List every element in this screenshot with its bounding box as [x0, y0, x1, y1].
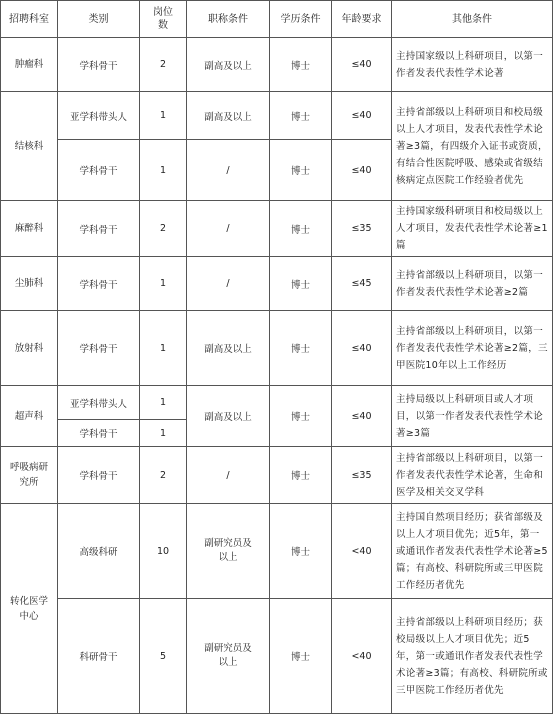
count-cell: 2	[140, 201, 187, 257]
category-cell: 亚学科带头人	[58, 386, 140, 420]
header-title-req: 职称条件	[187, 1, 270, 38]
age-cell: ≤40	[332, 38, 392, 92]
dept-cell	[1, 504, 58, 714]
age-cell: ≤35	[332, 201, 392, 257]
degree-cell: 博士	[270, 257, 332, 311]
degree-cell: 博士	[270, 386, 332, 447]
other-cell: 主持省部级以上科研项目经历；获校局级以上人才项目优先；近5年，第一或通讯作者发表代表性学术论著≥3篇；有高校、科研院所或三甲医院工作经历者优先	[392, 599, 553, 714]
count-cell: 2	[140, 38, 187, 92]
dept-cell: 放射科	[1, 311, 58, 386]
header-degree: 学历条件	[270, 1, 332, 38]
count-cell: 5	[140, 599, 187, 714]
title-req-cell: /	[187, 447, 270, 504]
degree-cell: 博士	[270, 504, 332, 599]
degree-cell: 博士	[270, 140, 332, 201]
other-cell: 主持省部级以上科研项目，以第一作者发表代表性学术论著≥2篇	[392, 257, 553, 311]
dept-cell: 结核科	[1, 92, 58, 201]
age-cell: ≤40	[332, 386, 392, 447]
category-cell: 学科骨干	[58, 201, 140, 257]
count-cell: 1	[140, 386, 187, 420]
dept-cell: 尘肺科	[1, 257, 58, 311]
age-cell: ≤35	[332, 447, 392, 504]
category-cell: 学科骨干	[58, 311, 140, 386]
category-cell: 学科骨干	[58, 420, 140, 447]
category-cell: 学科骨干	[58, 447, 140, 504]
table-row	[1, 504, 553, 599]
table-row	[1, 311, 553, 386]
header-row	[1, 1, 553, 38]
table-row	[1, 38, 553, 92]
category-cell: 学科骨干	[58, 140, 140, 201]
count-cell: 1	[140, 140, 187, 201]
header-other: 其他条件	[392, 1, 553, 38]
title-req-cell: 副高及以上	[187, 311, 270, 386]
other-cell: 主持省部级以上科研项目，以第一作者发表代表性学术论著，生命和医学及相关交叉学科	[392, 447, 553, 504]
table-row	[1, 386, 553, 420]
degree-cell: 博士	[270, 201, 332, 257]
category-cell: 高级科研	[58, 504, 140, 599]
other-cell: 主持国家级以上科研项目，以第一作者发表代表性学术论著	[392, 38, 553, 92]
other-cell: 主持局级以上科研项目或人才项目，以第一作者发表代表性学术论著≥3篇	[392, 386, 553, 447]
header-count	[140, 1, 187, 38]
degree-cell: 博士	[270, 92, 332, 140]
count-cell: 1	[140, 257, 187, 311]
count-cell: 1	[140, 311, 187, 386]
title-req-cell: /	[187, 257, 270, 311]
count-cell: 1	[140, 420, 187, 447]
count-cell: 10	[140, 504, 187, 599]
age-cell: ≤40	[332, 140, 392, 201]
other-cell: 主持省部级以上科研项目，以第一作者发表代表性学术论著≥2篇，三甲医院10年以上工作经历	[392, 311, 553, 386]
dept-cell: 肿瘤科	[1, 38, 58, 92]
table-row	[1, 447, 553, 504]
age-cell: <40	[332, 504, 392, 599]
other-cell: 主持国自然项目经历；获省部级及以上人才项目优先；近5年，第一或通讯作者发表代表性学术论著≥5篇；有高校、科研院所或三甲医院工作经历者优先	[392, 504, 553, 599]
dept-text: 呼吸病研究所	[9, 462, 48, 488]
age-cell: ≤45	[332, 257, 392, 311]
title-req-cell: /	[187, 201, 270, 257]
header-age: 年龄要求	[332, 1, 392, 38]
category-cell: 学科骨干	[58, 257, 140, 311]
category-cell: 科研骨干	[58, 599, 140, 714]
table-row	[1, 92, 553, 140]
category-cell: 学科骨干	[58, 38, 140, 92]
table-row	[1, 599, 553, 714]
title-req-cell	[187, 504, 270, 599]
age-cell: ≤40	[332, 92, 392, 140]
header-count-text: 岗位数	[153, 7, 173, 31]
degree-cell: 博士	[270, 447, 332, 504]
title-req-text: 副研究员及以上	[204, 643, 252, 668]
header-category: 类别	[58, 1, 140, 38]
degree-cell: 博士	[270, 311, 332, 386]
title-req-text: 副研究员及以上	[204, 538, 252, 563]
title-req-cell: 副高及以上	[187, 386, 270, 447]
count-cell: 1	[140, 92, 187, 140]
title-req-cell: /	[187, 140, 270, 201]
header-dept: 招聘科室	[1, 1, 58, 38]
dept-cell: 麻醉科	[1, 201, 58, 257]
dept-text: 转化医学中心	[9, 595, 48, 622]
age-cell: ≤40	[332, 311, 392, 386]
dept-cell: 超声科	[1, 386, 58, 447]
age-cell: <40	[332, 599, 392, 714]
title-req-cell: 副高及以上	[187, 92, 270, 140]
table-row	[1, 257, 553, 311]
table-row	[1, 201, 553, 257]
degree-cell: 博士	[270, 599, 332, 714]
title-req-cell: 副高及以上	[187, 38, 270, 92]
degree-cell: 博士	[270, 38, 332, 92]
title-req-cell	[187, 599, 270, 714]
dept-cell	[1, 447, 58, 504]
other-cell: 主持国家级科研项目和校局级以上人才项目，发表代表性学术论著≥1篇	[392, 201, 553, 257]
other-cell: 主持省部级以上科研项目和校局级以上人才项目，发表代表性学术论著≥3篇，有四级介入证书或资质，有结合性医院呼吸、感染或省级结核病定点医院工作经验者优先	[392, 92, 553, 201]
category-cell: 亚学科带头人	[58, 92, 140, 140]
count-cell: 2	[140, 447, 187, 504]
